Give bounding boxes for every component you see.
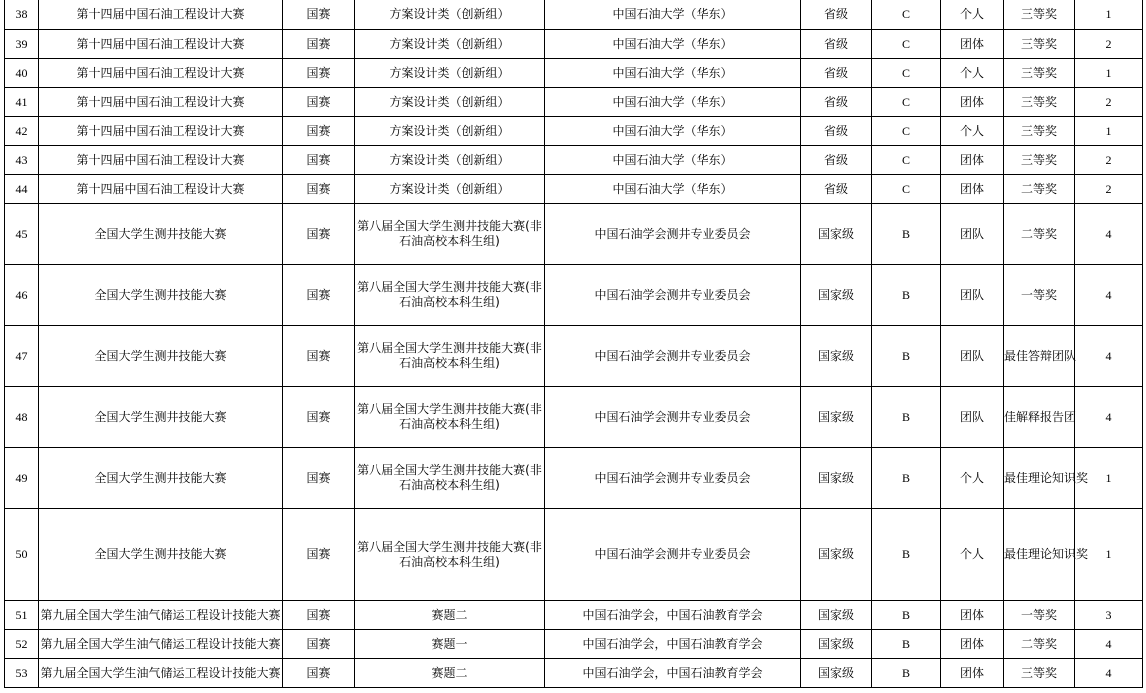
- table-row: [5, 601, 1143, 630]
- cell-count: 1: [1075, 117, 1143, 146]
- cell-index: 45: [5, 204, 39, 265]
- cell-count: 1: [1075, 509, 1143, 601]
- cell-award: 最佳理论知识奖: [1004, 448, 1075, 509]
- cell-award: 三等奖: [1004, 88, 1075, 117]
- cell-index: 42: [5, 117, 39, 146]
- cell-level: 国家级: [801, 630, 872, 659]
- cell-type: 国赛: [283, 265, 355, 326]
- cell-level: 省级: [801, 0, 872, 30]
- cell-type: 国赛: [283, 387, 355, 448]
- cell-organizer: 中国石油学会，中国石油教育学会: [545, 659, 801, 688]
- cell-organizer: 中国石油学会测井专业委员会: [545, 387, 801, 448]
- table-row: [5, 659, 1143, 688]
- cell-track: 赛题二: [355, 659, 545, 688]
- cell-form: 团体: [941, 88, 1004, 117]
- cell-organizer: 中国石油大学（华东）: [545, 0, 801, 30]
- cell-form: 个人: [941, 59, 1004, 88]
- cell-count: 4: [1075, 630, 1143, 659]
- cell-type: 国赛: [283, 509, 355, 601]
- table-row: [5, 146, 1143, 175]
- cell-award: 二等奖: [1004, 630, 1075, 659]
- table-row: [5, 387, 1143, 448]
- cell-level: 省级: [801, 146, 872, 175]
- cell-competition-name: 全国大学生测井技能大赛: [39, 509, 283, 601]
- cell-type: 国赛: [283, 659, 355, 688]
- cell-award: 最佳答辩团队: [1004, 326, 1075, 387]
- cell-competition-name: 全国大学生测井技能大赛: [39, 387, 283, 448]
- cell-count: 1: [1075, 59, 1143, 88]
- cell-track: 第八届全国大学生测井技能大赛(非石油高校本科生组): [355, 448, 545, 509]
- table-row: [5, 630, 1143, 659]
- cell-form: 团体: [941, 30, 1004, 59]
- cell-type: 国赛: [283, 59, 355, 88]
- cell-level: 国家级: [801, 326, 872, 387]
- cell-form: 团体: [941, 146, 1004, 175]
- cell-count: 3: [1075, 601, 1143, 630]
- cell-level: 省级: [801, 59, 872, 88]
- cell-competition-name: 第十四届中国石油工程设计大赛: [39, 175, 283, 204]
- cell-competition-name: 第十四届中国石油工程设计大赛: [39, 88, 283, 117]
- cell-grade: B: [872, 204, 941, 265]
- cell-count: 1: [1075, 448, 1143, 509]
- cell-index: 48: [5, 387, 39, 448]
- cell-track: 方案设计类（创新组）: [355, 0, 545, 30]
- cell-level: 国家级: [801, 387, 872, 448]
- cell-form: 团队: [941, 387, 1004, 448]
- cell-organizer: 中国石油大学（华东）: [545, 88, 801, 117]
- cell-track: 第八届全国大学生测井技能大赛(非石油高校本科生组): [355, 387, 545, 448]
- cell-organizer: 中国石油学会测井专业委员会: [545, 265, 801, 326]
- cell-index: 38: [5, 0, 39, 30]
- cell-type: 国赛: [283, 630, 355, 659]
- table-row: [5, 448, 1143, 509]
- cell-grade: C: [872, 146, 941, 175]
- cell-type: 国赛: [283, 30, 355, 59]
- cell-grade: C: [872, 30, 941, 59]
- cell-form: 团体: [941, 175, 1004, 204]
- cell-organizer: 中国石油大学（华东）: [545, 175, 801, 204]
- cell-award: 最佳理论知识奖: [1004, 509, 1075, 601]
- cell-organizer: 中国石油学会测井专业委员会: [545, 448, 801, 509]
- cell-organizer: 中国石油大学（华东）: [545, 117, 801, 146]
- cell-type: 国赛: [283, 88, 355, 117]
- table-row: [5, 326, 1143, 387]
- cell-grade: B: [872, 630, 941, 659]
- cell-type: 国赛: [283, 0, 355, 30]
- cell-track: 方案设计类（创新组）: [355, 88, 545, 117]
- cell-grade: C: [872, 117, 941, 146]
- cell-type: 国赛: [283, 204, 355, 265]
- cell-grade: C: [872, 88, 941, 117]
- table-row: [5, 117, 1143, 146]
- cell-award: 三等奖: [1004, 30, 1075, 59]
- cell-count: 4: [1075, 265, 1143, 326]
- cell-award: 一等奖: [1004, 601, 1075, 630]
- cell-grade: B: [872, 448, 941, 509]
- cell-type: 国赛: [283, 601, 355, 630]
- cell-award: 三等奖: [1004, 146, 1075, 175]
- cell-competition-name: 第九届全国大学生油气储运工程设计技能大赛: [39, 659, 283, 688]
- cell-competition-name: 第十四届中国石油工程设计大赛: [39, 146, 283, 175]
- cell-form: 个人: [941, 448, 1004, 509]
- cell-track: 方案设计类（创新组）: [355, 175, 545, 204]
- cell-award: 三等奖: [1004, 659, 1075, 688]
- table-row: [5, 59, 1143, 88]
- cell-track: 方案设计类（创新组）: [355, 59, 545, 88]
- cell-form: 团体: [941, 659, 1004, 688]
- table-row: [5, 204, 1143, 265]
- cell-track: 赛题二: [355, 601, 545, 630]
- cell-grade: B: [872, 387, 941, 448]
- cell-competition-name: 第十四届中国石油工程设计大赛: [39, 59, 283, 88]
- cell-form: 个人: [941, 117, 1004, 146]
- cell-level: 国家级: [801, 448, 872, 509]
- cell-type: 国赛: [283, 146, 355, 175]
- cell-index: 53: [5, 659, 39, 688]
- cell-index: 51: [5, 601, 39, 630]
- cell-level: 国家级: [801, 659, 872, 688]
- cell-track: 第八届全国大学生测井技能大赛(非石油高校本科生组): [355, 326, 545, 387]
- cell-type: 国赛: [283, 448, 355, 509]
- table-row: [5, 30, 1143, 59]
- cell-form: 团体: [941, 601, 1004, 630]
- cell-count: 2: [1075, 30, 1143, 59]
- cell-index: 47: [5, 326, 39, 387]
- awards-table: [4, 0, 1143, 688]
- cell-count: 1: [1075, 0, 1143, 30]
- cell-grade: C: [872, 175, 941, 204]
- table-row: [5, 88, 1143, 117]
- cell-grade: C: [872, 0, 941, 30]
- cell-level: 省级: [801, 30, 872, 59]
- cell-count: 4: [1075, 204, 1143, 265]
- cell-index: 50: [5, 509, 39, 601]
- cell-track: 赛题一: [355, 630, 545, 659]
- cell-index: 41: [5, 88, 39, 117]
- cell-competition-name: 第九届全国大学生油气储运工程设计技能大赛: [39, 630, 283, 659]
- cell-level: 省级: [801, 117, 872, 146]
- cell-level: 国家级: [801, 204, 872, 265]
- cell-competition-name: 全国大学生测井技能大赛: [39, 326, 283, 387]
- table-row: [5, 175, 1143, 204]
- cell-competition-name: 全国大学生测井技能大赛: [39, 265, 283, 326]
- cell-level: 省级: [801, 175, 872, 204]
- cell-type: 国赛: [283, 175, 355, 204]
- table-row: [5, 265, 1143, 326]
- cell-form: 团队: [941, 265, 1004, 326]
- cell-organizer: 中国石油大学（华东）: [545, 59, 801, 88]
- cell-award: 三等奖: [1004, 0, 1075, 30]
- cell-grade: B: [872, 509, 941, 601]
- cell-competition-name: 全国大学生测井技能大赛: [39, 448, 283, 509]
- cell-award: 三等奖: [1004, 59, 1075, 88]
- table-body: [5, 0, 1143, 688]
- cell-index: 43: [5, 146, 39, 175]
- cell-competition-name: 第九届全国大学生油气储运工程设计技能大赛: [39, 601, 283, 630]
- cell-count: 4: [1075, 659, 1143, 688]
- cell-grade: C: [872, 59, 941, 88]
- cell-competition-name: 全国大学生测井技能大赛: [39, 204, 283, 265]
- cell-index: 44: [5, 175, 39, 204]
- cell-level: 国家级: [801, 265, 872, 326]
- cell-type: 国赛: [283, 117, 355, 146]
- cell-organizer: 中国石油学会测井专业委员会: [545, 509, 801, 601]
- cell-award: 二等奖: [1004, 175, 1075, 204]
- cell-organizer: 中国石油学会测井专业委员会: [545, 204, 801, 265]
- cell-organizer: 中国石油学会，中国石油教育学会: [545, 601, 801, 630]
- cell-organizer: 中国石油学会测井专业委员会: [545, 326, 801, 387]
- cell-grade: B: [872, 659, 941, 688]
- cell-organizer: 中国石油大学（华东）: [545, 146, 801, 175]
- cell-competition-name: 第十四届中国石油工程设计大赛: [39, 30, 283, 59]
- cell-competition-name: 第十四届中国石油工程设计大赛: [39, 117, 283, 146]
- cell-grade: B: [872, 326, 941, 387]
- cell-form: 个人: [941, 509, 1004, 601]
- table-row: [5, 509, 1143, 601]
- cell-index: 49: [5, 448, 39, 509]
- cell-track: 第八届全国大学生测井技能大赛(非石油高校本科生组): [355, 265, 545, 326]
- cell-level: 国家级: [801, 601, 872, 630]
- cell-count: 4: [1075, 387, 1143, 448]
- cell-track: 方案设计类（创新组）: [355, 30, 545, 59]
- cell-level: 国家级: [801, 509, 872, 601]
- cell-track: 第八届全国大学生测井技能大赛(非石油高校本科生组): [355, 509, 545, 601]
- cell-count: 2: [1075, 146, 1143, 175]
- cell-track: 方案设计类（创新组）: [355, 117, 545, 146]
- cell-count: 2: [1075, 175, 1143, 204]
- cell-award: 佳解释报告团: [1004, 387, 1075, 448]
- cell-competition-name: 第十四届中国石油工程设计大赛: [39, 0, 283, 30]
- cell-track: 方案设计类（创新组）: [355, 146, 545, 175]
- cell-organizer: 中国石油大学（华东）: [545, 30, 801, 59]
- cell-level: 省级: [801, 88, 872, 117]
- cell-index: 40: [5, 59, 39, 88]
- cell-form: 个人: [941, 0, 1004, 30]
- cell-organizer: 中国石油学会，中国石油教育学会: [545, 630, 801, 659]
- table-row: [5, 0, 1143, 30]
- cell-count: 2: [1075, 88, 1143, 117]
- cell-form: 团体: [941, 630, 1004, 659]
- cell-index: 46: [5, 265, 39, 326]
- cell-track: 第八届全国大学生测井技能大赛(非石油高校本科生组): [355, 204, 545, 265]
- cell-award: 二等奖: [1004, 204, 1075, 265]
- cell-type: 国赛: [283, 326, 355, 387]
- cell-index: 39: [5, 30, 39, 59]
- cell-form: 团队: [941, 326, 1004, 387]
- cell-grade: B: [872, 265, 941, 326]
- cell-award: 三等奖: [1004, 117, 1075, 146]
- cell-grade: B: [872, 601, 941, 630]
- cell-form: 团队: [941, 204, 1004, 265]
- cell-count: 4: [1075, 326, 1143, 387]
- cell-index: 52: [5, 630, 39, 659]
- cell-award: 一等奖: [1004, 265, 1075, 326]
